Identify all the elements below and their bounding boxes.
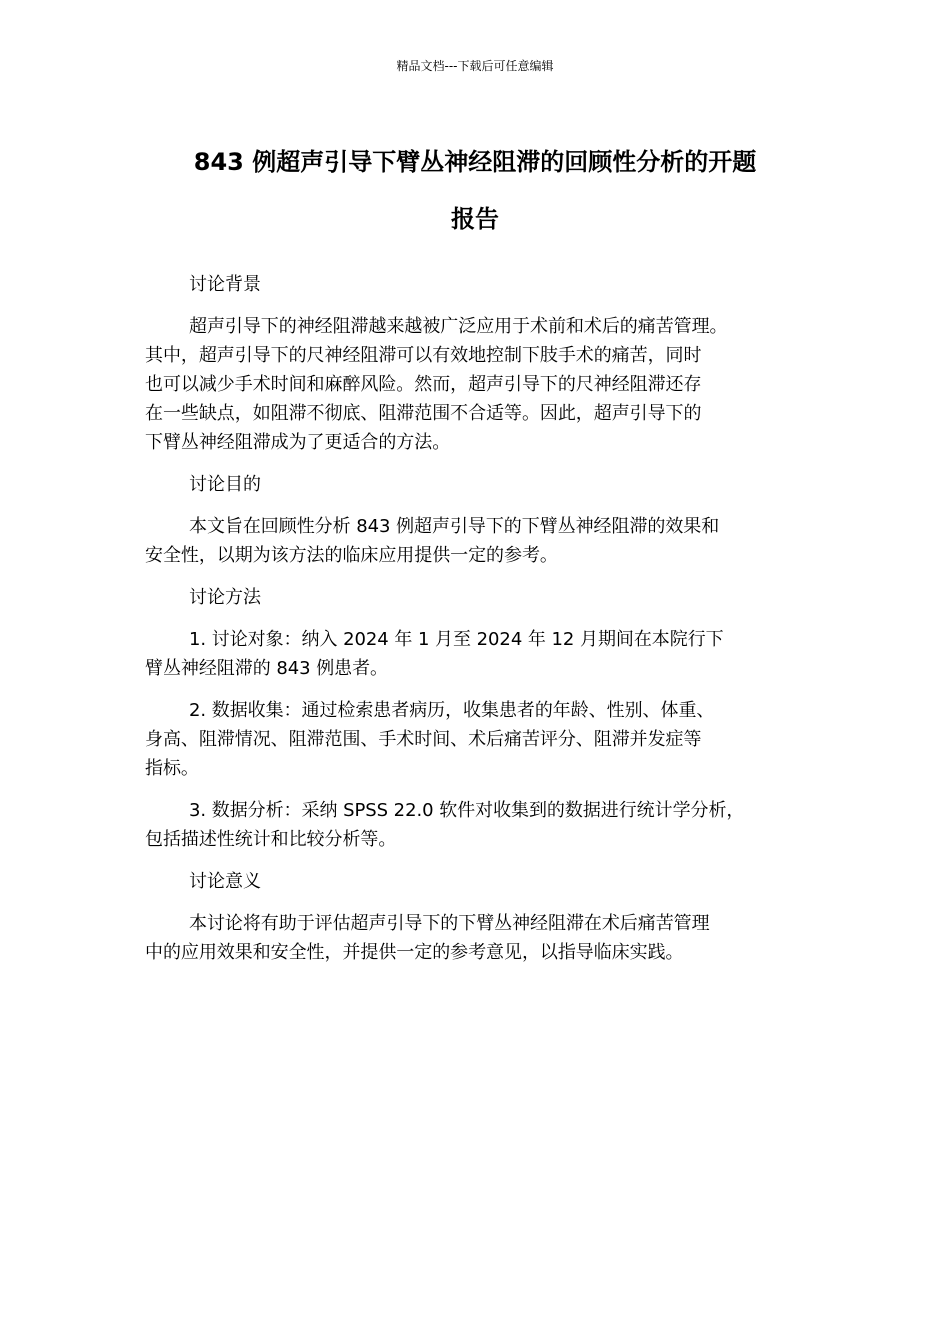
title-line-1: 843 例超声引导下臂丛神经阻滞的回顾性分析的开题 bbox=[193, 148, 757, 176]
text-line: 本文旨在回顾性分析 843 例超声引导下的下臂丛神经阻滞的效果和 bbox=[189, 516, 720, 537]
section-methods bbox=[145, 583, 825, 854]
text-line: 身高、阻滞情况、阻滞范围、手术时间、术后痛苦评分、阻滞并发症等 bbox=[145, 729, 702, 750]
text-line: 安全性，以期为该方法的临床应用提供一定的参考。 bbox=[145, 545, 558, 566]
text-line: 在一些缺点，如阻滞不彻底、阻滞范围不合适等。因此，超声引导下的 bbox=[145, 403, 702, 424]
text-line: 1. 讨论对象：纳入 2024 年 1 月至 2024 年 12 月期间在本院行下 bbox=[189, 629, 724, 650]
text-line: 2. 数据收集：通过检索患者病历，收集患者的年龄、性别、体重、 bbox=[189, 700, 715, 721]
document-body bbox=[145, 270, 825, 980]
paragraph bbox=[145, 312, 825, 457]
text-line: 中的应用效果和安全性，并提供一定的参考意见，以指导临床实践。 bbox=[145, 942, 684, 963]
paragraph bbox=[145, 696, 825, 783]
section-heading: 讨论意义 bbox=[189, 871, 261, 892]
section-heading: 讨论方法 bbox=[189, 587, 261, 608]
section-heading: 讨论目的 bbox=[189, 474, 261, 495]
text-line: 其中，超声引导下的尺神经阻滞可以有效地控制下肢手术的痛苦，同时 bbox=[145, 345, 702, 366]
paragraph bbox=[145, 512, 825, 570]
section-significance bbox=[145, 867, 825, 967]
section-heading: 讨论背景 bbox=[189, 274, 261, 295]
text-line: 下臂丛神经阻滞成为了更适合的方法。 bbox=[145, 432, 451, 453]
document-title bbox=[140, 134, 810, 248]
text-line: 3. 数据分析：采纳 SPSS 22.0 软件对收集到的数据进行统计学分析， bbox=[189, 800, 745, 821]
section-background bbox=[145, 270, 825, 457]
text-line: 包括描述性统计和比较分析等。 bbox=[145, 829, 397, 850]
text-line: 臂丛神经阻滞的 843 例患者。 bbox=[145, 658, 388, 679]
text-line: 本讨论将有助于评估超声引导下的下臂丛神经阻滞在术后痛苦管理 bbox=[189, 913, 710, 934]
text-line: 超声引导下的神经阻滞越来越被广泛应用于术前和术后的痛苦管理。 bbox=[189, 316, 728, 337]
text-line: 指标。 bbox=[145, 758, 199, 779]
page-header-note: 精品文档---下载后可任意编辑 bbox=[396, 59, 554, 73]
text-line: 也可以减少手术时间和麻醉风险。然而，超声引导下的尺神经阻滞还存 bbox=[145, 374, 702, 395]
title-line-2: 报告 bbox=[451, 205, 499, 233]
paragraph bbox=[145, 625, 825, 683]
paragraph bbox=[145, 909, 825, 967]
paragraph bbox=[145, 796, 825, 854]
section-purpose bbox=[145, 470, 825, 570]
